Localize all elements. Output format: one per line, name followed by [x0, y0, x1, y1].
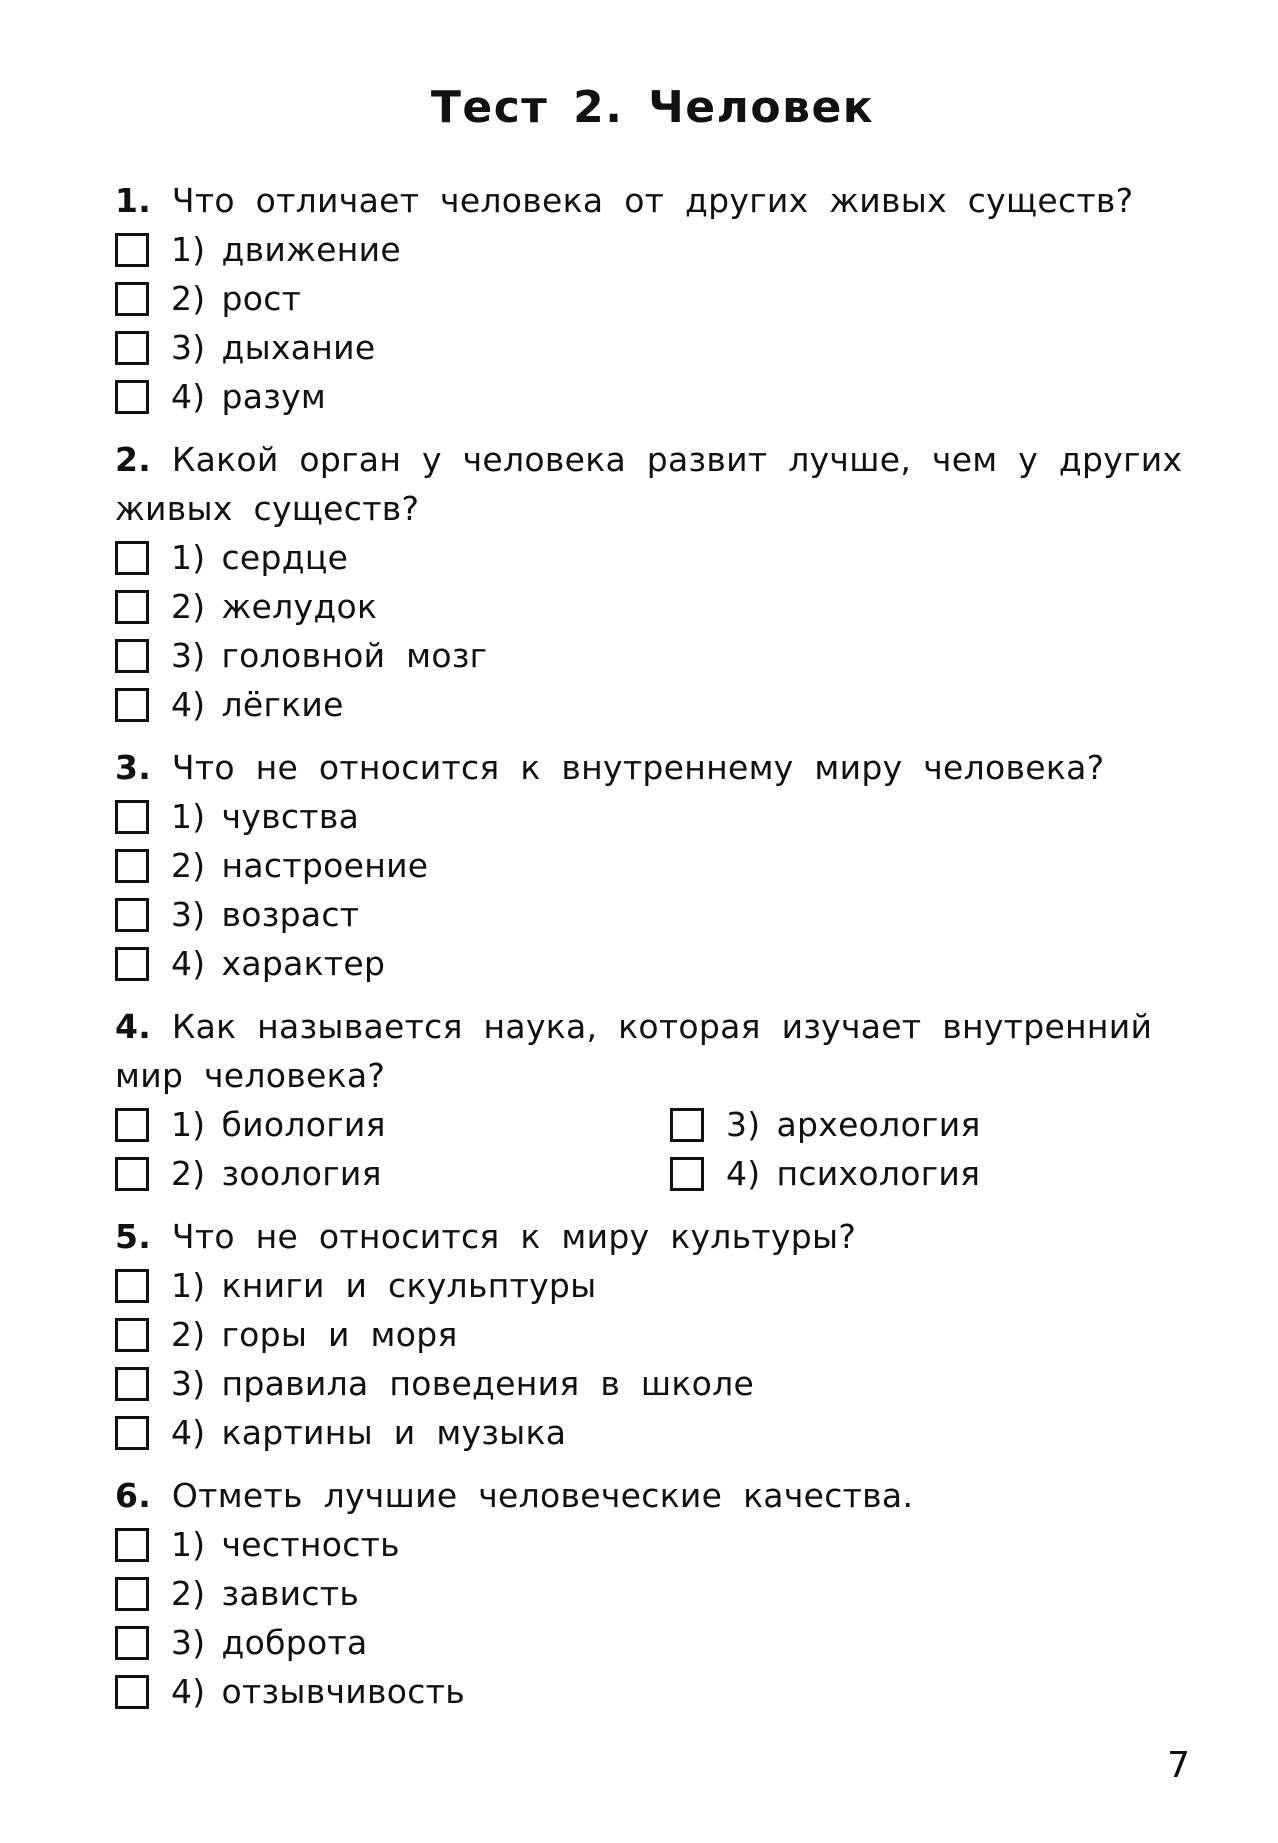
question-number: 4. [115, 1007, 152, 1046]
option-number: 2) [171, 587, 206, 626]
question-text [115, 435, 1190, 533]
option-label: лёгкие [221, 685, 344, 724]
answer-option [115, 225, 1190, 274]
option-label: возраст [221, 895, 360, 934]
question-number: 5. [115, 1217, 152, 1256]
page-number: 7 [1167, 1745, 1190, 1786]
question-label: Какой орган у человека развит лучше, чем у других живых существ? [115, 440, 1183, 528]
answer-option [115, 274, 1190, 323]
answer-option [115, 1520, 1190, 1569]
question-number: 6. [115, 1476, 152, 1515]
option-number: 3) [726, 1105, 761, 1144]
option-label: движение [221, 230, 401, 269]
answer-options [115, 1520, 1190, 1716]
question-label: Что не относится к миру культуры? [171, 1217, 857, 1256]
answer-options [115, 533, 1190, 729]
answer-checkbox[interactable] [115, 1157, 149, 1191]
question-number: 3. [115, 748, 152, 787]
answer-checkbox[interactable] [115, 1528, 149, 1562]
option-number: 2) [171, 1154, 206, 1193]
answer-checkbox[interactable] [670, 1108, 704, 1142]
answer-checkbox[interactable] [115, 1108, 149, 1142]
option-label: настроение [221, 846, 429, 885]
option-label: горы и моря [221, 1315, 458, 1354]
question-5 [115, 1212, 1190, 1457]
answer-option [115, 792, 1190, 841]
answer-checkbox[interactable] [115, 639, 149, 673]
option-label: разум [221, 377, 327, 416]
option-number: 4) [171, 1672, 206, 1711]
option-number: 3) [171, 636, 206, 675]
answer-option [115, 323, 1190, 372]
answer-option [115, 1667, 1190, 1716]
answer-option [115, 1569, 1190, 1618]
answer-checkbox[interactable] [670, 1157, 704, 1191]
answer-options [115, 1261, 1190, 1457]
answer-checkbox[interactable] [115, 282, 149, 316]
option-number: 4) [171, 1413, 206, 1452]
test-page [115, 80, 1190, 1730]
question-text [115, 1471, 1190, 1520]
answer-option [115, 1261, 1190, 1310]
answer-options [115, 1100, 1190, 1198]
option-label: рост [221, 279, 302, 318]
option-number: 2) [171, 1574, 206, 1613]
question-2 [115, 435, 1190, 729]
question-number: 2. [115, 440, 152, 479]
option-number: 1) [171, 797, 206, 836]
answer-option [115, 1149, 670, 1198]
option-number: 1) [171, 230, 206, 269]
option-number: 3) [171, 1623, 206, 1662]
answer-options [115, 225, 1190, 421]
answer-checkbox[interactable] [115, 800, 149, 834]
answer-checkbox[interactable] [115, 1416, 149, 1450]
answer-option [115, 890, 1190, 939]
question-label: Что отличает человека от других живых существ? [171, 181, 1134, 220]
question-text [115, 176, 1190, 225]
answer-checkbox[interactable] [115, 1367, 149, 1401]
option-label: чувства [221, 797, 360, 836]
option-label: дыхание [221, 328, 376, 367]
answer-option [115, 372, 1190, 421]
answer-option [115, 1100, 670, 1149]
option-number: 1) [171, 1525, 206, 1564]
answer-checkbox[interactable] [115, 1318, 149, 1352]
option-label: зоология [221, 1154, 382, 1193]
option-number: 4) [171, 944, 206, 983]
option-number: 1) [171, 1266, 206, 1305]
answer-checkbox[interactable] [115, 1675, 149, 1709]
answer-option [115, 680, 1190, 729]
question-1 [115, 176, 1190, 421]
answer-checkbox[interactable] [115, 1269, 149, 1303]
answer-checkbox[interactable] [115, 590, 149, 624]
answer-option [115, 939, 1190, 988]
option-label: характер [221, 944, 386, 983]
question-label: Что не относится к внутреннему миру человека? [171, 748, 1105, 787]
answer-option [115, 841, 1190, 890]
option-number: 3) [171, 895, 206, 934]
answer-checkbox[interactable] [115, 331, 149, 365]
answer-checkbox[interactable] [115, 380, 149, 414]
question-6 [115, 1471, 1190, 1716]
question-number: 1. [115, 181, 152, 220]
question-4 [115, 1002, 1190, 1198]
answer-checkbox[interactable] [115, 1577, 149, 1611]
option-number: 3) [171, 1364, 206, 1403]
option-label: головной мозг [221, 636, 488, 675]
answer-option [115, 1408, 1190, 1457]
answer-option [115, 1618, 1190, 1667]
option-number: 2) [171, 1315, 206, 1354]
page-title: Тест 2. Человек [430, 82, 875, 133]
option-number: 4) [171, 377, 206, 416]
option-label: картины и музыка [221, 1413, 567, 1452]
option-label: археология [776, 1105, 981, 1144]
answer-checkbox[interactable] [115, 688, 149, 722]
question-text [115, 1002, 1190, 1100]
option-label: биология [221, 1105, 386, 1144]
option-label: книги и скульптуры [221, 1266, 597, 1305]
answer-option [115, 1359, 1190, 1408]
option-label: честность [221, 1525, 400, 1564]
answer-checkbox[interactable] [115, 849, 149, 883]
option-label: сердце [221, 538, 349, 577]
question-3 [115, 743, 1190, 988]
option-label: желудок [221, 587, 378, 626]
answer-checkbox[interactable] [115, 1626, 149, 1660]
option-label: отзывчивость [221, 1672, 465, 1711]
answer-option [115, 631, 1190, 680]
answer-checkbox[interactable] [115, 541, 149, 575]
question-text [115, 743, 1190, 792]
answer-option [115, 533, 1190, 582]
option-label: доброта [221, 1623, 368, 1662]
option-number: 4) [726, 1154, 761, 1193]
answer-option [670, 1100, 1190, 1149]
answer-option [115, 582, 1190, 631]
option-number: 1) [171, 538, 206, 577]
question-label: Как называется наука, которая изучает внутренний мир человека? [115, 1007, 1153, 1095]
option-label: правила поведения в школе [221, 1364, 755, 1403]
option-number: 2) [171, 279, 206, 318]
question-text [115, 1212, 1190, 1261]
answer-option [670, 1149, 1190, 1198]
option-number: 1) [171, 1105, 206, 1144]
option-label: психология [776, 1154, 981, 1193]
option-label: зависть [221, 1574, 360, 1613]
option-number: 2) [171, 846, 206, 885]
answer-checkbox[interactable] [115, 898, 149, 932]
answer-option [115, 1310, 1190, 1359]
option-number: 3) [171, 328, 206, 367]
answer-checkbox[interactable] [115, 233, 149, 267]
answer-checkbox[interactable] [115, 947, 149, 981]
option-number: 4) [171, 685, 206, 724]
answer-options [115, 792, 1190, 988]
question-label: Отметь лучшие человеческие качества. [171, 1476, 914, 1515]
